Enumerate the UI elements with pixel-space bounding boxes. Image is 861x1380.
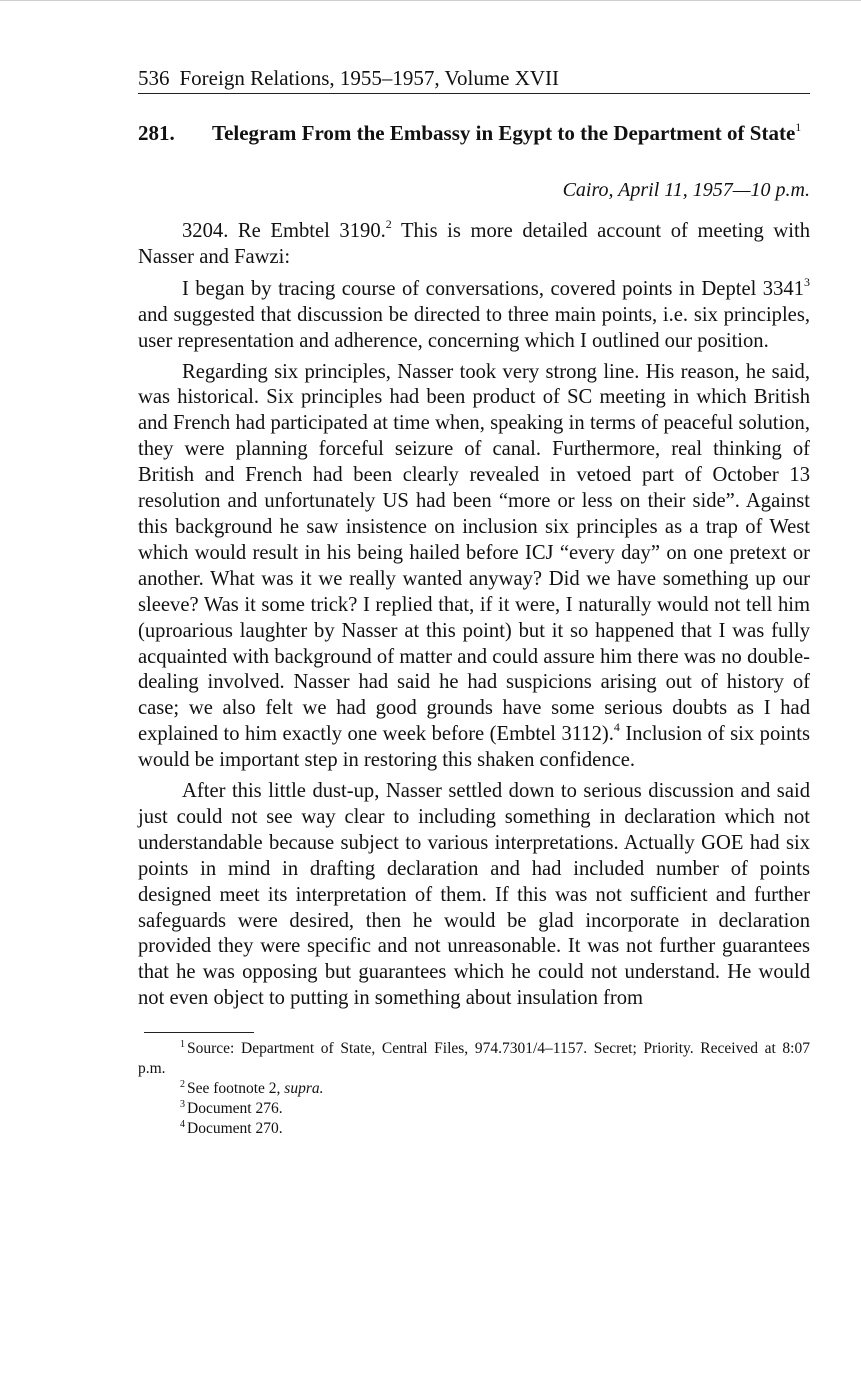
footnotes <box>138 1039 810 1139</box>
running-head <box>138 64 810 94</box>
document-title: Telegram From the Embassy in Egypt to the Department of State <box>212 121 796 145</box>
paragraph-text: Inclusion of six points would be important step in restoring this shaken confidence. <box>138 723 811 772</box>
footnote-3 <box>138 1099 810 1119</box>
paragraph-text: and suggested that discussion be directed to three main points, i.e. six principles, user representation and adherence, concerning which I outlined our position. <box>138 303 810 352</box>
document-heading <box>138 120 810 147</box>
paragraph-2 <box>138 274 810 355</box>
paragraph-4 <box>138 779 810 1012</box>
footnote-text: See footnote 2, <box>187 1080 285 1098</box>
paragraph-text: After this little dust-up, Nasser settled down to serious discussion and said just could not see way clear to including something in declaration which not understandable because subject to various interpretations. Actually GOE had six points in mind in drafting declaration and had included number of points designed meet its interpretation of them. If this was not sufficient and further safeguards were desired, then he would be glad incorporate in declaration provided they were specific and not unreasonable. It was not further guarantees that he was opposing but guarantees which he could not understand. He would not even object to putting in something about insulation from <box>138 780 810 1010</box>
footnote-2 <box>138 1079 810 1099</box>
paragraph-text: I began by tracing course of conversations, covered points in Deptel 3341 <box>182 277 804 300</box>
paragraph-text: This is more detailed account of meeting with Nasser and Fawzi: <box>138 220 810 268</box>
paragraph-text: 3204. Re Embtel 3190. <box>182 220 386 242</box>
document-number: 281. <box>138 121 175 145</box>
title-footnote-ref[interactable]: 1 <box>795 120 802 134</box>
footnote-marker: 2 <box>180 1079 185 1091</box>
paragraph-1 <box>138 219 810 271</box>
footnote-italic: supra. <box>284 1080 324 1098</box>
footnote-rule <box>144 1032 254 1033</box>
footnote-marker: 1 <box>180 1039 185 1051</box>
series-title: Foreign Relations, 1955–1957, Volume XVII <box>179 66 560 90</box>
telegram-body <box>138 219 810 1012</box>
page-number: 536 <box>138 66 170 90</box>
footnote-4 <box>138 1119 810 1139</box>
scan-top-edge <box>0 0 861 5</box>
document-title-block <box>212 120 810 147</box>
footnote-marker: 3 <box>180 1099 185 1111</box>
footnote-text: Document 270. <box>187 1120 283 1138</box>
footnote-ref[interactable]: 2 <box>385 217 392 231</box>
page-content <box>138 64 810 1139</box>
dateline: Cairo, April 11, 1957—10 p.m. <box>562 179 810 201</box>
paragraph-text: Regarding six principles, Nasser took very strong line. His reason, he said, was historical. Six principles had been product of SC meeting in which British and French had participated at time when, speaking in terms of peaceful solution, they were planning forceful seizure of canal. Furthermore, real thinking of British and French had been clearly revealed in vetoed part of October 13 resolution and unfortunately US had been “more or less on their side”. Against this background he saw insistence on inclusion six principles as a trap of West which would result in his being hailed before ICJ “every day” on one pretext or another. What was it we really wanted anyway? Did we have something up our sleeve? Was it some trick? I replied that, if it were, I naturally would not tell him (uproarious laughter by Nasser at this point) but it so happened that I was fully acquainted with background of matter and could assure him there was no double-dealing involved. Nasser had said he had suspicions arising out of history of case; we also felt we had good grounds have some serious doubts as I had explained to him exactly one week before (Embtel 3112). <box>138 360 810 746</box>
footnote-marker: 4 <box>180 1119 185 1131</box>
paragraph-3 <box>138 360 810 775</box>
footnote-ref[interactable]: 4 <box>613 720 620 735</box>
footnote-text: Source: Department of State, Central Files, 974.7301/4–1157. Secret; Priority. Received at 8:07 p.m. <box>138 1040 810 1078</box>
footnote-ref[interactable]: 3 <box>804 274 810 289</box>
footnote-text: Document 276. <box>187 1100 283 1118</box>
footnote-1 <box>138 1039 810 1079</box>
